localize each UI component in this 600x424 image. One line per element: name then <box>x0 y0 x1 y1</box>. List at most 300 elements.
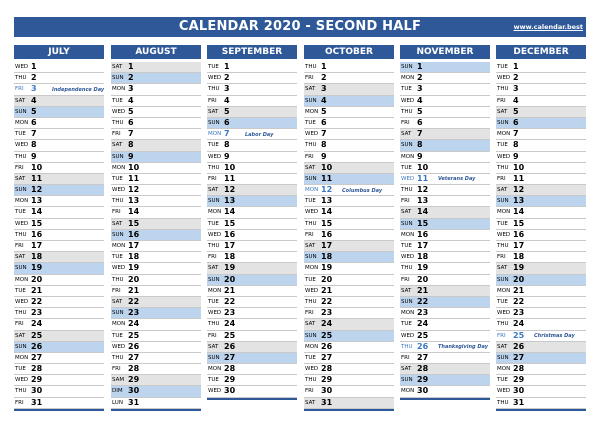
day-number: 7 <box>224 129 230 139</box>
day-row <box>496 84 586 95</box>
weekday-label: WED <box>208 388 222 395</box>
day-number: 3 <box>417 84 423 94</box>
day-row <box>496 185 586 196</box>
weekday-label: TUE <box>112 97 123 104</box>
weekday-label: SAT <box>112 142 123 149</box>
day-number: 26 <box>321 341 333 351</box>
day-row <box>207 152 297 163</box>
day-row <box>496 62 586 73</box>
day-row <box>496 140 586 151</box>
weekday-label: TUE <box>208 377 219 384</box>
day-number: 18 <box>224 252 236 262</box>
day-row <box>14 364 104 375</box>
day-number: 5 <box>513 106 519 116</box>
day-number: 11 <box>417 173 429 183</box>
day-row <box>207 219 297 230</box>
day-number: 4 <box>513 95 519 105</box>
weekday-label: TUE <box>497 220 508 227</box>
day-row <box>400 62 490 73</box>
weekday-label: SAT <box>208 108 219 115</box>
weekday-label: TUE <box>15 366 26 373</box>
day-number: 30 <box>513 386 525 396</box>
weekday-label: FRI <box>208 175 217 182</box>
weekday-label: SUN <box>401 377 413 384</box>
day-number: 23 <box>321 308 333 318</box>
day-row <box>400 73 490 84</box>
day-row <box>111 96 201 107</box>
day-row <box>111 241 201 252</box>
day-row <box>496 375 586 386</box>
day-row <box>111 286 201 297</box>
weekday-label: WED <box>497 231 511 238</box>
weekday-label: THU <box>305 377 317 384</box>
day-number: 11 <box>513 173 525 183</box>
day-row <box>304 152 394 163</box>
day-row <box>304 174 394 185</box>
day-number: 7 <box>321 129 327 139</box>
day-row <box>496 275 586 286</box>
day-row <box>304 196 394 207</box>
day-number: 8 <box>321 140 327 150</box>
weekday-label: WED <box>15 298 29 305</box>
day-row <box>304 286 394 297</box>
holiday-label: Labor Day <box>245 131 274 138</box>
holiday-label: Christmas Day <box>534 333 575 339</box>
day-row <box>496 196 586 207</box>
weekday-label: WED <box>15 220 29 227</box>
day-number: 26 <box>513 341 525 351</box>
day-number: 26 <box>31 341 43 351</box>
weekday-label: SAT <box>15 254 26 261</box>
day-row <box>400 297 490 308</box>
day-number: 12 <box>417 185 429 195</box>
day-number: 5 <box>321 106 327 116</box>
day-number: 14 <box>417 207 429 217</box>
day-number: 11 <box>31 173 43 183</box>
day-number: 15 <box>128 218 140 228</box>
day-row <box>14 129 104 140</box>
weekday-label: THU <box>305 64 317 70</box>
day-row <box>400 375 490 386</box>
day-number: 20 <box>513 274 525 284</box>
weekday-label: TUE <box>401 86 412 93</box>
day-number: 21 <box>513 285 525 295</box>
day-number: 20 <box>224 274 236 284</box>
weekday-label: SAT <box>401 287 412 294</box>
weekday-label: THU <box>497 321 509 328</box>
day-number: 6 <box>417 117 423 127</box>
weekday-label: SAT <box>15 175 26 182</box>
day-row <box>14 96 104 107</box>
day-row <box>14 331 104 342</box>
day-number: 23 <box>513 308 525 318</box>
day-row <box>207 230 297 241</box>
day-row <box>111 219 201 230</box>
day-row <box>400 196 490 207</box>
weekday-label: THU <box>497 399 509 406</box>
day-row <box>207 386 297 397</box>
weekday-label: WED <box>15 142 29 149</box>
day-number: 25 <box>128 330 140 340</box>
day-number: 3 <box>31 84 37 94</box>
day-row <box>207 275 297 286</box>
day-row <box>111 174 201 185</box>
day-number: 19 <box>31 263 43 273</box>
day-row <box>111 308 201 319</box>
weekday-label: SAT <box>112 64 123 70</box>
day-number: 13 <box>31 196 43 206</box>
day-number: 23 <box>128 308 140 318</box>
day-row <box>400 241 490 252</box>
holiday-label: Columbus Day <box>342 187 383 194</box>
day-number: 29 <box>417 375 429 385</box>
weekday-label: THU <box>112 198 124 205</box>
day-number: 10 <box>417 162 429 172</box>
day-number: 5 <box>31 106 37 116</box>
day-row <box>496 342 586 353</box>
weekday-label: WED <box>401 97 415 104</box>
day-number: 30 <box>224 386 236 396</box>
day-number: 29 <box>31 375 43 385</box>
weekday-label: WED <box>497 388 511 395</box>
day-number: 3 <box>321 84 327 94</box>
day-number: 10 <box>31 162 43 172</box>
day-number: 4 <box>321 95 327 105</box>
day-number: 9 <box>417 151 423 161</box>
day-number: 14 <box>31 207 43 217</box>
day-row <box>207 73 297 84</box>
day-number: 26 <box>417 341 429 351</box>
calendar-header <box>14 17 586 37</box>
day-row <box>304 275 394 286</box>
weekday-label: SAT <box>497 108 508 115</box>
weekday-label: MON <box>305 187 319 194</box>
day-number: 17 <box>321 241 333 250</box>
day-row <box>207 308 297 319</box>
day-number: 25 <box>417 330 429 340</box>
day-row <box>304 308 394 319</box>
day-row <box>304 230 394 241</box>
day-number: 16 <box>321 229 333 239</box>
day-row <box>304 96 394 107</box>
day-number: 6 <box>513 117 519 127</box>
weekday-label: TUE <box>497 64 508 70</box>
day-row <box>207 118 297 129</box>
weekday-label: TUE <box>112 175 123 182</box>
weekday-label: THU <box>305 298 317 305</box>
day-row <box>400 163 490 174</box>
weekday-label: WED <box>112 265 126 272</box>
weekday-label: THU <box>15 310 27 317</box>
weekday-label: FRI <box>112 366 121 373</box>
weekday-label: WED <box>208 310 222 317</box>
weekday-label: TUE <box>401 243 412 249</box>
weekday-label: TUE <box>15 287 26 294</box>
month-header: JULY <box>14 45 104 59</box>
weekday-label: SAT <box>208 265 219 272</box>
month-header: SEPTEMBER <box>207 45 297 59</box>
day-row <box>496 207 586 218</box>
day-number: 14 <box>321 207 333 217</box>
day-number: 12 <box>128 185 140 195</box>
day-row <box>111 353 201 364</box>
day-number: 14 <box>513 207 525 217</box>
day-row <box>207 185 297 196</box>
day-number: 12 <box>321 185 333 195</box>
day-row <box>207 364 297 375</box>
day-row <box>14 140 104 151</box>
day-row <box>14 84 104 95</box>
day-number: 30 <box>128 386 140 396</box>
day-number: 15 <box>31 218 43 228</box>
weekday-label: SAT <box>112 298 123 305</box>
day-number: 27 <box>31 352 43 362</box>
day-row <box>304 319 394 330</box>
weekday-label: THU <box>112 354 124 361</box>
day-number: 1 <box>31 62 37 71</box>
day-row <box>207 263 297 274</box>
day-row <box>14 152 104 163</box>
day-number: 27 <box>224 352 236 362</box>
day-number: 6 <box>321 117 327 127</box>
day-row <box>400 207 490 218</box>
day-row <box>111 342 201 353</box>
day-row <box>111 364 201 375</box>
day-row <box>400 84 490 95</box>
weekday-label: TUE <box>208 142 219 149</box>
weekday-label: MON <box>497 209 511 216</box>
day-number: 24 <box>321 319 333 329</box>
day-number: 29 <box>321 375 333 385</box>
weekday-label: WED <box>305 131 319 138</box>
day-number: 4 <box>128 95 134 105</box>
day-number: 6 <box>31 117 37 127</box>
day-row <box>496 386 586 397</box>
day-row <box>304 297 394 308</box>
weekday-label: MON <box>208 366 222 373</box>
weekday-label: SUN <box>15 265 27 272</box>
weekday-label: MON <box>208 287 222 294</box>
weekday-label: FRI <box>112 287 121 294</box>
day-number: 21 <box>417 285 429 295</box>
day-number: 15 <box>224 218 236 228</box>
day-row <box>400 353 490 364</box>
weekday-label: WED <box>305 287 319 294</box>
month-header: DECEMBER <box>496 45 586 59</box>
day-number: 13 <box>513 196 525 206</box>
day-row <box>207 319 297 330</box>
day-row <box>207 375 297 386</box>
day-row <box>207 252 297 263</box>
day-row <box>496 286 586 297</box>
weekday-label: DIM <box>112 388 123 395</box>
day-number: 15 <box>513 218 525 228</box>
weekday-label: FRI <box>112 209 121 216</box>
day-number: 7 <box>417 129 423 139</box>
weekday-label: THU <box>112 276 124 283</box>
day-number: 10 <box>513 162 525 172</box>
weekday-label: TUE <box>401 321 412 328</box>
weekday-label: WED <box>112 108 126 115</box>
month-header: OCTOBER <box>304 45 394 59</box>
day-number: 22 <box>321 296 333 306</box>
day-number: 8 <box>224 140 230 150</box>
day-number: 19 <box>513 263 525 273</box>
weekday-label: THU <box>208 321 220 328</box>
weekday-label: FRI <box>305 231 314 238</box>
day-row <box>400 96 490 107</box>
day-number: 18 <box>128 252 140 262</box>
weekday-label: SAT <box>305 86 316 93</box>
day-number: 12 <box>224 185 236 195</box>
day-row <box>496 241 586 252</box>
day-row <box>400 230 490 241</box>
day-number: 17 <box>31 241 43 250</box>
weekday-label: SAT <box>305 399 316 406</box>
day-row <box>14 275 104 286</box>
weekday-label: MON <box>208 209 222 216</box>
day-number: 28 <box>128 364 140 374</box>
day-number: 18 <box>31 252 43 262</box>
weekday-label: THU <box>15 231 27 238</box>
day-row <box>304 140 394 151</box>
day-number: 24 <box>31 319 43 329</box>
day-number: 25 <box>513 330 525 340</box>
weekday-label: FRI <box>401 198 410 205</box>
weekday-label: SAM <box>112 377 125 384</box>
day-number: 12 <box>31 185 43 195</box>
day-row <box>14 207 104 218</box>
weekday-label: SUN <box>112 75 124 82</box>
weekday-label: SAT <box>305 164 316 171</box>
day-number: 27 <box>513 352 525 362</box>
day-number: 24 <box>224 319 236 329</box>
weekday-label: THU <box>305 142 317 149</box>
month-header: NOVEMBER <box>400 45 490 59</box>
weekday-label: SUN <box>401 64 413 70</box>
weekday-label: MON <box>112 164 126 171</box>
weekday-label: THU <box>208 86 220 93</box>
holiday-label: Thanksgiving Day <box>438 344 488 351</box>
month-column-september <box>207 45 297 400</box>
weekday-label: WED <box>401 332 415 339</box>
day-number: 21 <box>128 285 140 295</box>
day-row <box>207 353 297 364</box>
day-number: 2 <box>417 73 423 83</box>
day-number: 31 <box>31 397 43 407</box>
day-row <box>111 152 201 163</box>
day-number: 20 <box>417 274 429 284</box>
weekday-label: TUE <box>208 64 219 70</box>
day-row <box>14 263 104 274</box>
day-row <box>14 107 104 118</box>
weekday-label: THU <box>112 119 124 126</box>
day-row <box>207 207 297 218</box>
weekday-label: FRI <box>497 254 506 261</box>
day-row <box>111 62 201 73</box>
day-row <box>111 84 201 95</box>
day-number: 13 <box>128 196 140 206</box>
weekday-label: SUN <box>305 97 317 104</box>
day-row <box>496 331 586 342</box>
day-row <box>400 331 490 342</box>
day-number: 7 <box>128 129 134 139</box>
day-row <box>496 118 586 129</box>
holiday-label: Independence Day <box>52 86 104 93</box>
day-row <box>400 140 490 151</box>
weekday-label: SUN <box>208 276 220 283</box>
day-row <box>14 230 104 241</box>
day-row <box>496 230 586 241</box>
day-row <box>111 230 201 241</box>
day-row <box>400 319 490 330</box>
day-list <box>496 62 586 411</box>
weekday-label: THU <box>15 75 27 82</box>
day-number: 3 <box>128 84 134 94</box>
day-row <box>111 297 201 308</box>
day-number: 2 <box>321 73 327 83</box>
weekday-label: MON <box>112 321 126 328</box>
weekday-label: TUE <box>305 354 316 361</box>
day-number: 16 <box>224 229 236 239</box>
day-number: 24 <box>513 319 525 329</box>
day-number: 17 <box>417 241 429 250</box>
day-number: 19 <box>417 263 429 273</box>
day-number: 5 <box>224 106 230 116</box>
day-number: 25 <box>224 330 236 340</box>
weekday-label: FRI <box>401 276 410 283</box>
day-row <box>304 62 394 73</box>
weekday-label: SAT <box>497 343 508 350</box>
weekday-label: SAT <box>15 332 26 339</box>
weekday-label: THU <box>15 153 27 160</box>
day-row <box>496 252 586 263</box>
day-number: 21 <box>31 285 43 295</box>
day-number: 1 <box>417 62 423 71</box>
weekday-label: SUN <box>15 187 27 194</box>
day-number: 24 <box>417 319 429 329</box>
day-number: 28 <box>31 364 43 374</box>
weekday-label: MON <box>112 86 126 93</box>
day-number: 2 <box>513 73 519 83</box>
website-link[interactable]: www.calendar.best <box>513 23 583 31</box>
day-row <box>400 286 490 297</box>
weekday-label: SAT <box>401 366 412 373</box>
weekday-label: TUE <box>305 119 316 126</box>
day-number: 18 <box>417 252 429 262</box>
weekday-label: WED <box>112 187 126 194</box>
day-number: 23 <box>224 308 236 318</box>
day-row <box>14 219 104 230</box>
day-number: 13 <box>417 196 429 206</box>
weekday-label: TUE <box>112 254 123 261</box>
weekday-label: TUE <box>305 276 316 283</box>
day-number: 19 <box>128 263 140 273</box>
day-number: 2 <box>128 73 134 83</box>
day-row <box>14 241 104 252</box>
day-number: 6 <box>224 117 230 127</box>
day-row <box>400 219 490 230</box>
day-row <box>400 342 490 353</box>
day-row <box>304 118 394 129</box>
weekday-label: FRI <box>15 164 24 171</box>
weekday-label: MON <box>401 388 415 395</box>
day-number: 9 <box>513 151 519 161</box>
day-row <box>111 252 201 263</box>
day-number: 16 <box>31 229 43 239</box>
weekday-label: MON <box>112 243 126 249</box>
day-number: 10 <box>321 162 333 172</box>
